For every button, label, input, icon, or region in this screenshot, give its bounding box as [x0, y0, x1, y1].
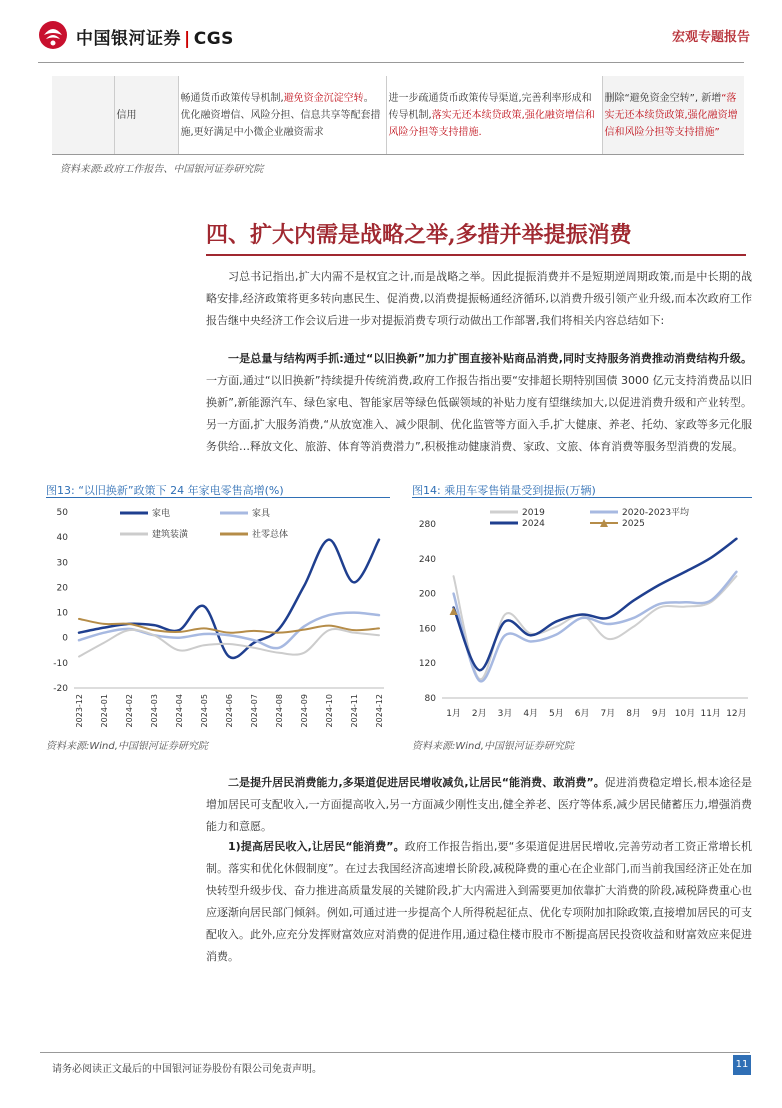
- figure-13-title: 图13: “以旧换新”政策下 24 年家电零售高增(%): [46, 484, 284, 497]
- policy-comparison-table: [52, 76, 744, 154]
- y-tick-label: -10: [53, 658, 68, 669]
- y-tick-label: 0: [62, 633, 68, 644]
- chart-car-retail: [410, 500, 756, 734]
- y-tick-label: 80: [424, 694, 436, 704]
- y-tick-label: 160: [418, 624, 436, 635]
- x-tick-label: 4月: [523, 709, 539, 719]
- y-tick-label: -20: [53, 684, 68, 694]
- table-text-segment: “落实无还本续贷政策,强化融资增信和风险分担等支持措施”: [604, 92, 738, 138]
- page-header: [0, 0, 782, 66]
- y-tick-label: 10: [56, 608, 68, 619]
- legend-label: 家具: [252, 509, 271, 519]
- series-line-2019: [454, 576, 737, 679]
- paragraph-income: [206, 836, 752, 968]
- figure-14-title-rule: [412, 497, 752, 498]
- legend-label: 2020-2023平均: [622, 508, 690, 518]
- header-divider: [38, 62, 744, 63]
- paragraph-income-body: 政府工作报告指出,要“多渠道促进居民增收,完善劳动者工资正常增长机制。落实和优化休假制度”。在过去我国经济高速增长阶段,减税降费的重心在企业部门,而当前我国经济正处在加快转型升级步伐、奋力推进高质量发展的关键阶段,扩大内需进入到需要更加依靠扩大消费的阶段,减税降费重心也应逐渐向居民部门倾斜。例如,可通过进一步提高个人所得税起征点、优化专项附加扣除政策,直接增加居民的可支配收入。此外,应充分发挥财富效应对消费的促进作用,通过稳住楼市股市不断提高居民投资收益和财富效应来促进消费。: [206, 840, 752, 963]
- x-tick-label: 2024-06: [225, 694, 234, 728]
- brand-en: CGS: [193, 29, 234, 49]
- x-tick-label: 6月: [574, 709, 590, 719]
- x-tick-label: 2024-12: [375, 694, 384, 728]
- y-tick-label: 20: [56, 583, 68, 594]
- figure-13-source: 资料来源:Wind,中国银河证券研究院: [46, 741, 208, 752]
- report-type: 宏观专题报告: [671, 30, 750, 45]
- paragraph-point-two: [206, 772, 752, 838]
- table-text-segment: 落实无还本续贷政策,强化融资增信和风险分担等支持措施.: [388, 109, 595, 138]
- x-tick-label: 2024-03: [150, 694, 159, 728]
- x-tick-label: 12月: [726, 709, 747, 719]
- paragraph-point-two-body: 促进消费稳定增长,根本途径是增加居民可支配收入,一方面提高收入,另一方面减少刚性支出,健全养老、医疗等体系,减少居民储蓄压力,增强消费能力和意愿。: [206, 776, 752, 833]
- x-tick-label: 2024-08: [275, 694, 284, 728]
- x-tick-label: 2024-07: [250, 694, 259, 728]
- table-cell-col-b: [386, 76, 602, 154]
- table-cell-col-a: [178, 76, 386, 154]
- paragraph-point-one: [206, 348, 752, 458]
- cgs-logo-icon: [38, 20, 68, 50]
- y-tick-label: 50: [56, 508, 68, 518]
- x-tick-label: 2023-12: [75, 694, 84, 728]
- paragraph-income-lead: 1)提高居民收入,让居民“能消费”。: [228, 840, 405, 853]
- series-line-家具: [79, 613, 379, 649]
- y-tick-label: 120: [418, 659, 436, 670]
- y-tick-label: 280: [418, 520, 436, 530]
- chart-appliance-retail: [40, 500, 396, 734]
- table-cell-empty: [52, 76, 114, 154]
- x-tick-label: 2024-05: [200, 694, 209, 728]
- paragraph-point-one-body: 一方面,通过“以旧换新”持续提升传统消费,政府工作报告指出要“安排超长期特别国债 3000 亿元支持消费品以旧换新”,新能源汽车、绿色家电、智能家居等绿色低碳领域的补贴力度有望继续加大,以促进消费升级和产业转型。另一方面,扩大服务消费,“从放宽准入、减少限制、优化监管等方面入手,扩大健康、养老、托幼、家政等多元化服务供给…释放文化、旅游、体育等消费潜力”,积极推动健康消费、家政、文旅、体育消费等服务型消费的发展。: [206, 374, 752, 453]
- x-tick-label: 8月: [626, 709, 641, 719]
- footer-divider: [40, 1052, 750, 1053]
- figure-14-source: 资料来源:Wind,中国银河证券研究院: [412, 741, 574, 752]
- paragraph-intro: 习总书记指出,扩大内需不是权宜之计,而是战略之举。因此提振消费并不是短期逆周期政策,而是中长期的战略安排,经济政策将更多转向惠民生、促消费,以消费提振畅通经济循环,以消费升级引领产业升级,而本次政府工作报告继中央经济工作会议后进一步对提振消费专项行动做出工作部署,我们将相关内容总结如下:: [206, 270, 752, 327]
- table-row: [52, 76, 744, 154]
- y-tick-label: 200: [418, 589, 436, 600]
- footer-disclaimer: 请务必阅读正文最后的中国银河证券股份有限公司免责声明。: [52, 1064, 322, 1075]
- section-underline: [206, 254, 746, 256]
- paragraph-point-one-lead: 一是总量与结构两手抓:通过“以旧换新”加力扩围直接补贴商品消费,同时支持服务消费推动消费结构升级。: [228, 352, 752, 365]
- legend-label: 建筑装潢: [152, 530, 189, 540]
- x-tick-label: 3月: [497, 709, 513, 719]
- table-text-segment: 避免资金沉淀空转: [283, 92, 364, 104]
- x-tick-label: 2月: [471, 709, 487, 719]
- legend-label: 2024: [522, 519, 545, 529]
- x-tick-label: 2024-11: [350, 694, 359, 728]
- section-title: 四、扩大内需是战略之举,多措并举提振消费: [206, 222, 632, 248]
- x-tick-label: 11月: [700, 709, 721, 719]
- table-text-segment: 进一步疏通货币政策传导渠道,完善利率形成和传导机制,: [388, 92, 592, 121]
- series-line-家电: [79, 540, 379, 658]
- table-cell-category: 信用: [114, 76, 178, 154]
- brand-separator: |: [184, 29, 191, 49]
- legend-label: 2025: [622, 519, 645, 529]
- table-text-segment: 删除“避免资金空转”, 新增: [604, 92, 722, 104]
- y-tick-label: 40: [56, 533, 68, 544]
- x-tick-label: 2024-02: [125, 694, 134, 728]
- x-tick-label: 1月: [446, 709, 461, 719]
- paragraph-point-two-lead: 二是提升居民消费能力,多渠道促进居民增收减负,让居民“能消费、敢消费”。: [228, 776, 605, 789]
- y-tick-label: 30: [56, 558, 68, 569]
- table-text-segment: 畅通货币政策传导机制,: [180, 92, 284, 104]
- brand-cn: 中国银河证券: [76, 29, 181, 49]
- x-tick-label: 2024-10: [325, 694, 334, 728]
- table-source: 资料来源:政府工作报告、中国银河证券研究院: [60, 164, 264, 175]
- legend-label: 家电: [152, 509, 171, 519]
- brand-name: [76, 24, 234, 49]
- x-tick-label: 9月: [651, 709, 667, 719]
- table-cell-col-c: [602, 76, 744, 154]
- y-tick-label: 240: [418, 554, 436, 565]
- figure-13-title-rule: [46, 497, 390, 498]
- x-tick-label: 7月: [600, 709, 616, 719]
- legend-label: 社零总体: [252, 530, 289, 540]
- legend-label: 2019: [522, 508, 545, 518]
- x-tick-label: 5月: [549, 709, 564, 719]
- x-tick-label: 2024-01: [100, 694, 109, 728]
- table-text-segment: 。优化融资增信、风险分担、信息共享等配套措施,更好满足中小微企业融资需求: [180, 92, 381, 138]
- page-number: 11: [733, 1055, 751, 1075]
- x-tick-label: 10月: [674, 709, 696, 719]
- x-tick-label: 2024-04: [175, 694, 184, 728]
- x-tick-label: 2024-09: [300, 694, 309, 728]
- figure-14-title: 图14: 乘用车零售销量受到提振(万辆): [412, 484, 596, 497]
- table-bottom-border: [52, 154, 744, 155]
